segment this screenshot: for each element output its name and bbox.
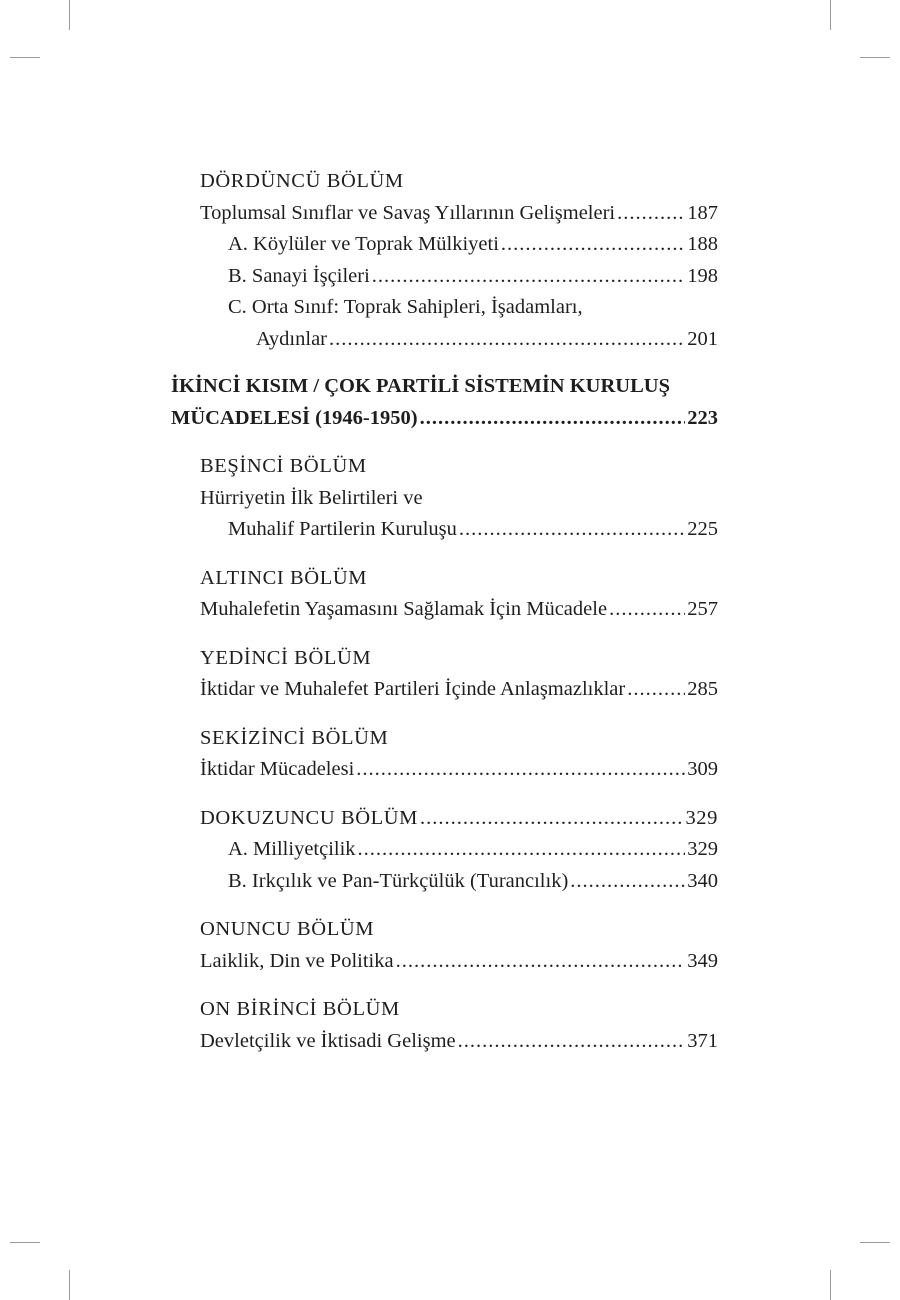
- page-number: 340: [687, 869, 718, 892]
- entry-title: Muhalefetin Yaşamasını Sağlamak İçin Mücadele: [200, 598, 608, 620]
- page-number: 198: [687, 264, 718, 287]
- part-entry[interactable]: [171, 403, 718, 435]
- leader-dots: [459, 514, 685, 546]
- leader-dots: [420, 803, 683, 835]
- chapter-heading: DOKUZUNCU BÖLÜM: [200, 806, 418, 829]
- crop-mark: [830, 0, 831, 30]
- entry-title: C. Orta Sınıf: Toprak Sahipleri, İşadamları,: [228, 296, 583, 318]
- chapter-heading: ON BİRİNCİ BÖLÜM: [200, 998, 400, 1020]
- toc-subentry-continuation[interactable]: [171, 324, 718, 356]
- leader-dots: [356, 754, 685, 786]
- part-title: İKİNCİ KISIM / ÇOK PARTİLİ SİSTEMİN KURULUŞ: [171, 375, 670, 397]
- crop-mark: [69, 1270, 70, 1300]
- crop-mark: [860, 1242, 890, 1243]
- toc-subentry[interactable]: [171, 866, 718, 898]
- chapter-heading: ALTINCI BÖLÜM: [200, 566, 368, 589]
- page-number: 329: [685, 806, 718, 829]
- crop-mark: [10, 57, 40, 58]
- chapter-heading: YEDİNCİ BÖLÜM: [200, 646, 372, 669]
- toc-entry[interactable]: [171, 1026, 718, 1058]
- entry-title: Muhalif Partilerin Kuruluşu: [228, 518, 457, 540]
- chapter-heading: ONUNCU BÖLÜM: [200, 918, 375, 940]
- toc-entry[interactable]: [171, 594, 718, 626]
- leader-dots: [570, 866, 685, 898]
- entry-title: Toplumsal Sınıflar ve Savaş Yıllarının Gelişmeleri: [200, 201, 616, 224]
- leader-dots: [420, 403, 686, 435]
- toc-entry[interactable]: [171, 483, 718, 515]
- chapter-heading: DÖRDÜNCÜ BÖLÜM: [200, 170, 404, 192]
- part-heading: [171, 371, 718, 403]
- crop-mark: [10, 1242, 40, 1243]
- entry-title: Laiklik, Din ve Politika: [200, 949, 394, 972]
- page-number: 257: [687, 598, 718, 620]
- entry-title: B. Irkçılık ve Pan-Türkçülük (Turancılık): [228, 869, 569, 892]
- page-number: 188: [687, 233, 718, 255]
- crop-mark: [860, 57, 890, 58]
- entry-title: İktidar Mücadelesi: [200, 758, 355, 780]
- crop-mark: [830, 1270, 831, 1300]
- toc-entry-continuation[interactable]: [171, 514, 718, 546]
- page-number: 309: [687, 758, 718, 780]
- leader-dots: [358, 834, 686, 866]
- page-number: 187: [687, 201, 718, 224]
- toc-subentry[interactable]: [171, 834, 718, 866]
- entry-title: A. Milliyetçilik: [228, 838, 356, 860]
- toc-subentry[interactable]: [171, 292, 718, 324]
- page-number: 285: [687, 678, 718, 700]
- page-number: 329: [687, 838, 718, 860]
- toc-entry[interactable]: [171, 754, 718, 786]
- toc-entry[interactable]: [171, 946, 718, 978]
- page-number: 371: [687, 1029, 718, 1052]
- page-number: 201: [687, 327, 718, 350]
- leader-dots: [609, 594, 685, 626]
- leader-dots: [372, 261, 685, 293]
- page-number: 225: [687, 518, 718, 540]
- entry-title: Devletçilik ve İktisadi Gelişme: [200, 1029, 456, 1052]
- page-number: 223: [687, 406, 718, 429]
- toc-subentry[interactable]: [171, 229, 718, 261]
- entry-title: B. Sanayi İşçileri: [228, 264, 370, 287]
- leader-dots: [627, 674, 685, 706]
- leader-dots: [617, 198, 685, 230]
- entry-title: Hürriyetin İlk Belirtileri ve: [200, 486, 423, 509]
- entry-title: A. Köylüler ve Toprak Mülkiyeti: [228, 233, 499, 255]
- page-number: 349: [687, 949, 718, 972]
- entry-title: İktidar ve Muhalefet Partileri İçinde Anlaşmazlıklar: [200, 678, 626, 700]
- leader-dots: [396, 946, 686, 978]
- toc-entry[interactable]: [171, 198, 718, 230]
- part-title: MÜCADELESİ (1946-1950): [171, 406, 418, 429]
- leader-dots: [458, 1026, 686, 1058]
- toc-entry[interactable]: [171, 803, 718, 835]
- toc-entry[interactable]: [171, 674, 718, 706]
- toc-subentry[interactable]: [171, 261, 718, 293]
- chapter-heading: BEŞİNCİ BÖLÜM: [200, 455, 367, 477]
- chapter-heading: SEKİZİNCİ BÖLÜM: [200, 726, 389, 749]
- table-of-contents: [171, 166, 718, 1057]
- crop-mark: [69, 0, 70, 30]
- entry-title: Aydınlar: [256, 327, 327, 350]
- leader-dots: [329, 324, 685, 356]
- leader-dots: [501, 229, 685, 261]
